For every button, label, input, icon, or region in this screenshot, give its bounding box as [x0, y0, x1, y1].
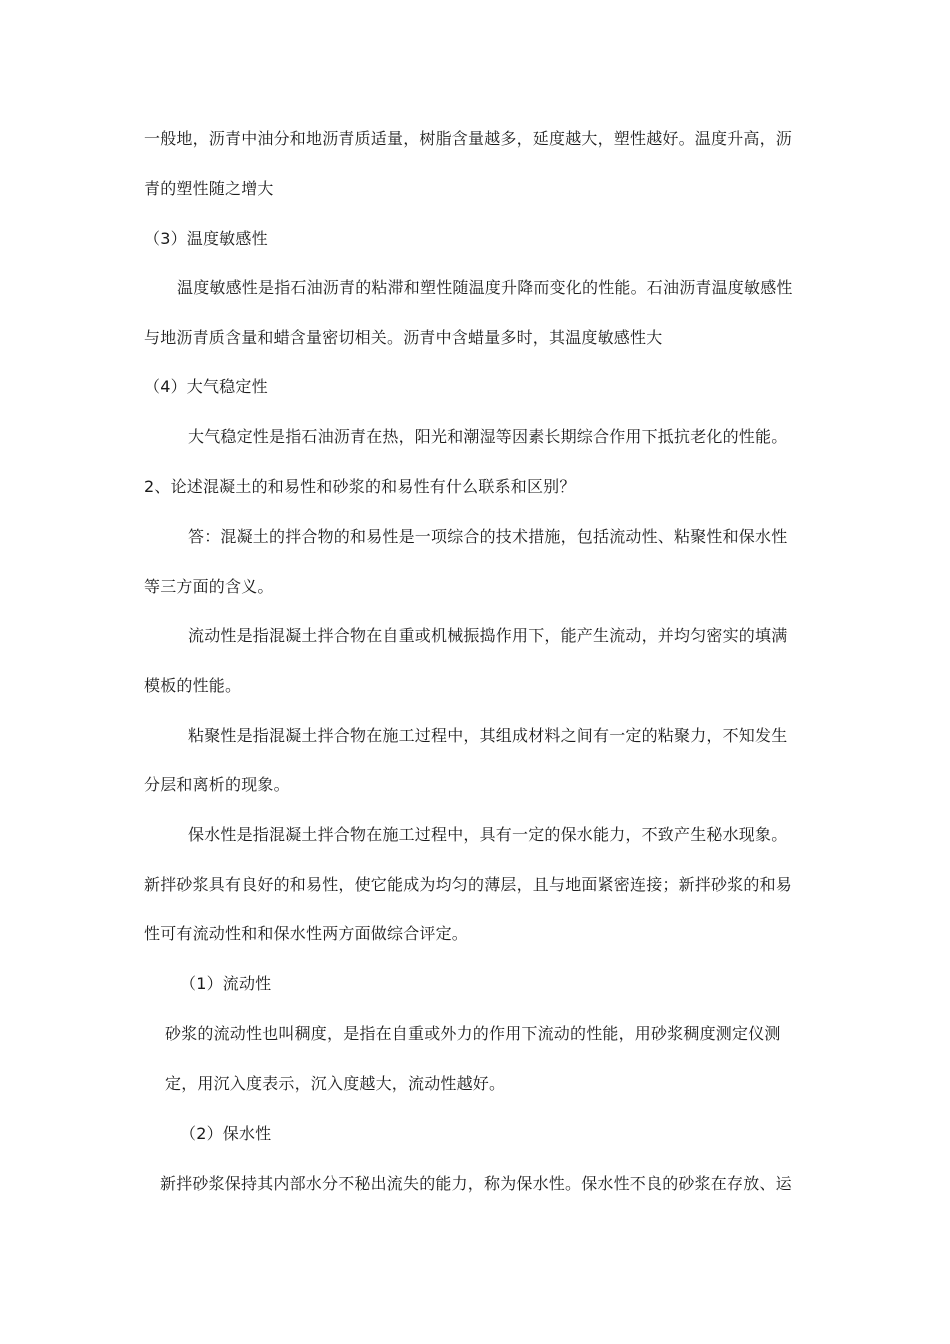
section-heading: （3）温度敏感性: [144, 229, 268, 248]
section-heading: （4）大气稳定性: [144, 377, 268, 396]
paragraph-line: 等三方面的含义。: [144, 577, 274, 596]
question-heading: 2、论述混凝土的和易性和砂浆的和易性有什么联系和区别？: [144, 477, 576, 496]
paragraph-line: 定，用沉入度表示，沉入度越大，流动性越好。: [165, 1074, 506, 1093]
paragraph-line: 粘聚性是指混凝土拌合物在施工过程中，其组成材料之间有一定的粘聚力，不知发生: [188, 726, 788, 745]
paragraph-line: 青的塑性随之增大: [144, 179, 274, 198]
paragraph-line: 答：混凝土的拌合物的和易性是一项综合的技术措施，包括流动性、粘聚性和保水性: [188, 527, 788, 546]
paragraph-line: 新拌砂浆保持其内部水分不秘出流失的能力，称为保水性。保水性不良的砂浆在存放、运: [160, 1174, 792, 1193]
paragraph-line: 保水性是指混凝土拌合物在施工过程中，具有一定的保水能力，不致产生秘水现象。: [188, 825, 788, 844]
paragraph-line: 与地沥青质含量和蜡含量密切相关。沥青中含蜡量多时，其温度敏感性大: [144, 328, 663, 347]
paragraph-line: 大气稳定性是指石油沥青在热，阳光和潮湿等因素长期综合作用下抵抗老化的性能。: [188, 427, 788, 446]
section-heading: （2）保水性: [180, 1124, 272, 1143]
paragraph-line: 温度敏感性是指石油沥青的粘滞和塑性随温度升降而变化的性能。石油沥青温度敏感性: [177, 278, 793, 297]
paragraph-line: 流动性是指混凝土拌合物在自重或机械振捣作用下，能产生流动，并均匀密实的填满: [188, 626, 788, 645]
paragraph-line: 模板的性能。: [144, 676, 242, 695]
paragraph-line: 性可有流动性和和保水性两方面做综合评定。: [144, 924, 469, 943]
paragraph-line: 分层和离析的现象。: [144, 775, 290, 794]
paragraph-line: 砂浆的流动性也叫稠度，是指在自重或外力的作用下流动的性能，用砂浆稠度测定仪测: [165, 1024, 781, 1043]
section-heading: （1）流动性: [180, 974, 272, 993]
paragraph-line: 新拌砂浆具有良好的和易性，使它能成为均匀的薄层，且与地面紧密连接；新拌砂浆的和易: [144, 875, 793, 894]
paragraph-line: 一般地，沥青中油分和地沥青质适量，树脂含量越多，延度越大，塑性越好。温度升高，沥: [144, 129, 793, 148]
